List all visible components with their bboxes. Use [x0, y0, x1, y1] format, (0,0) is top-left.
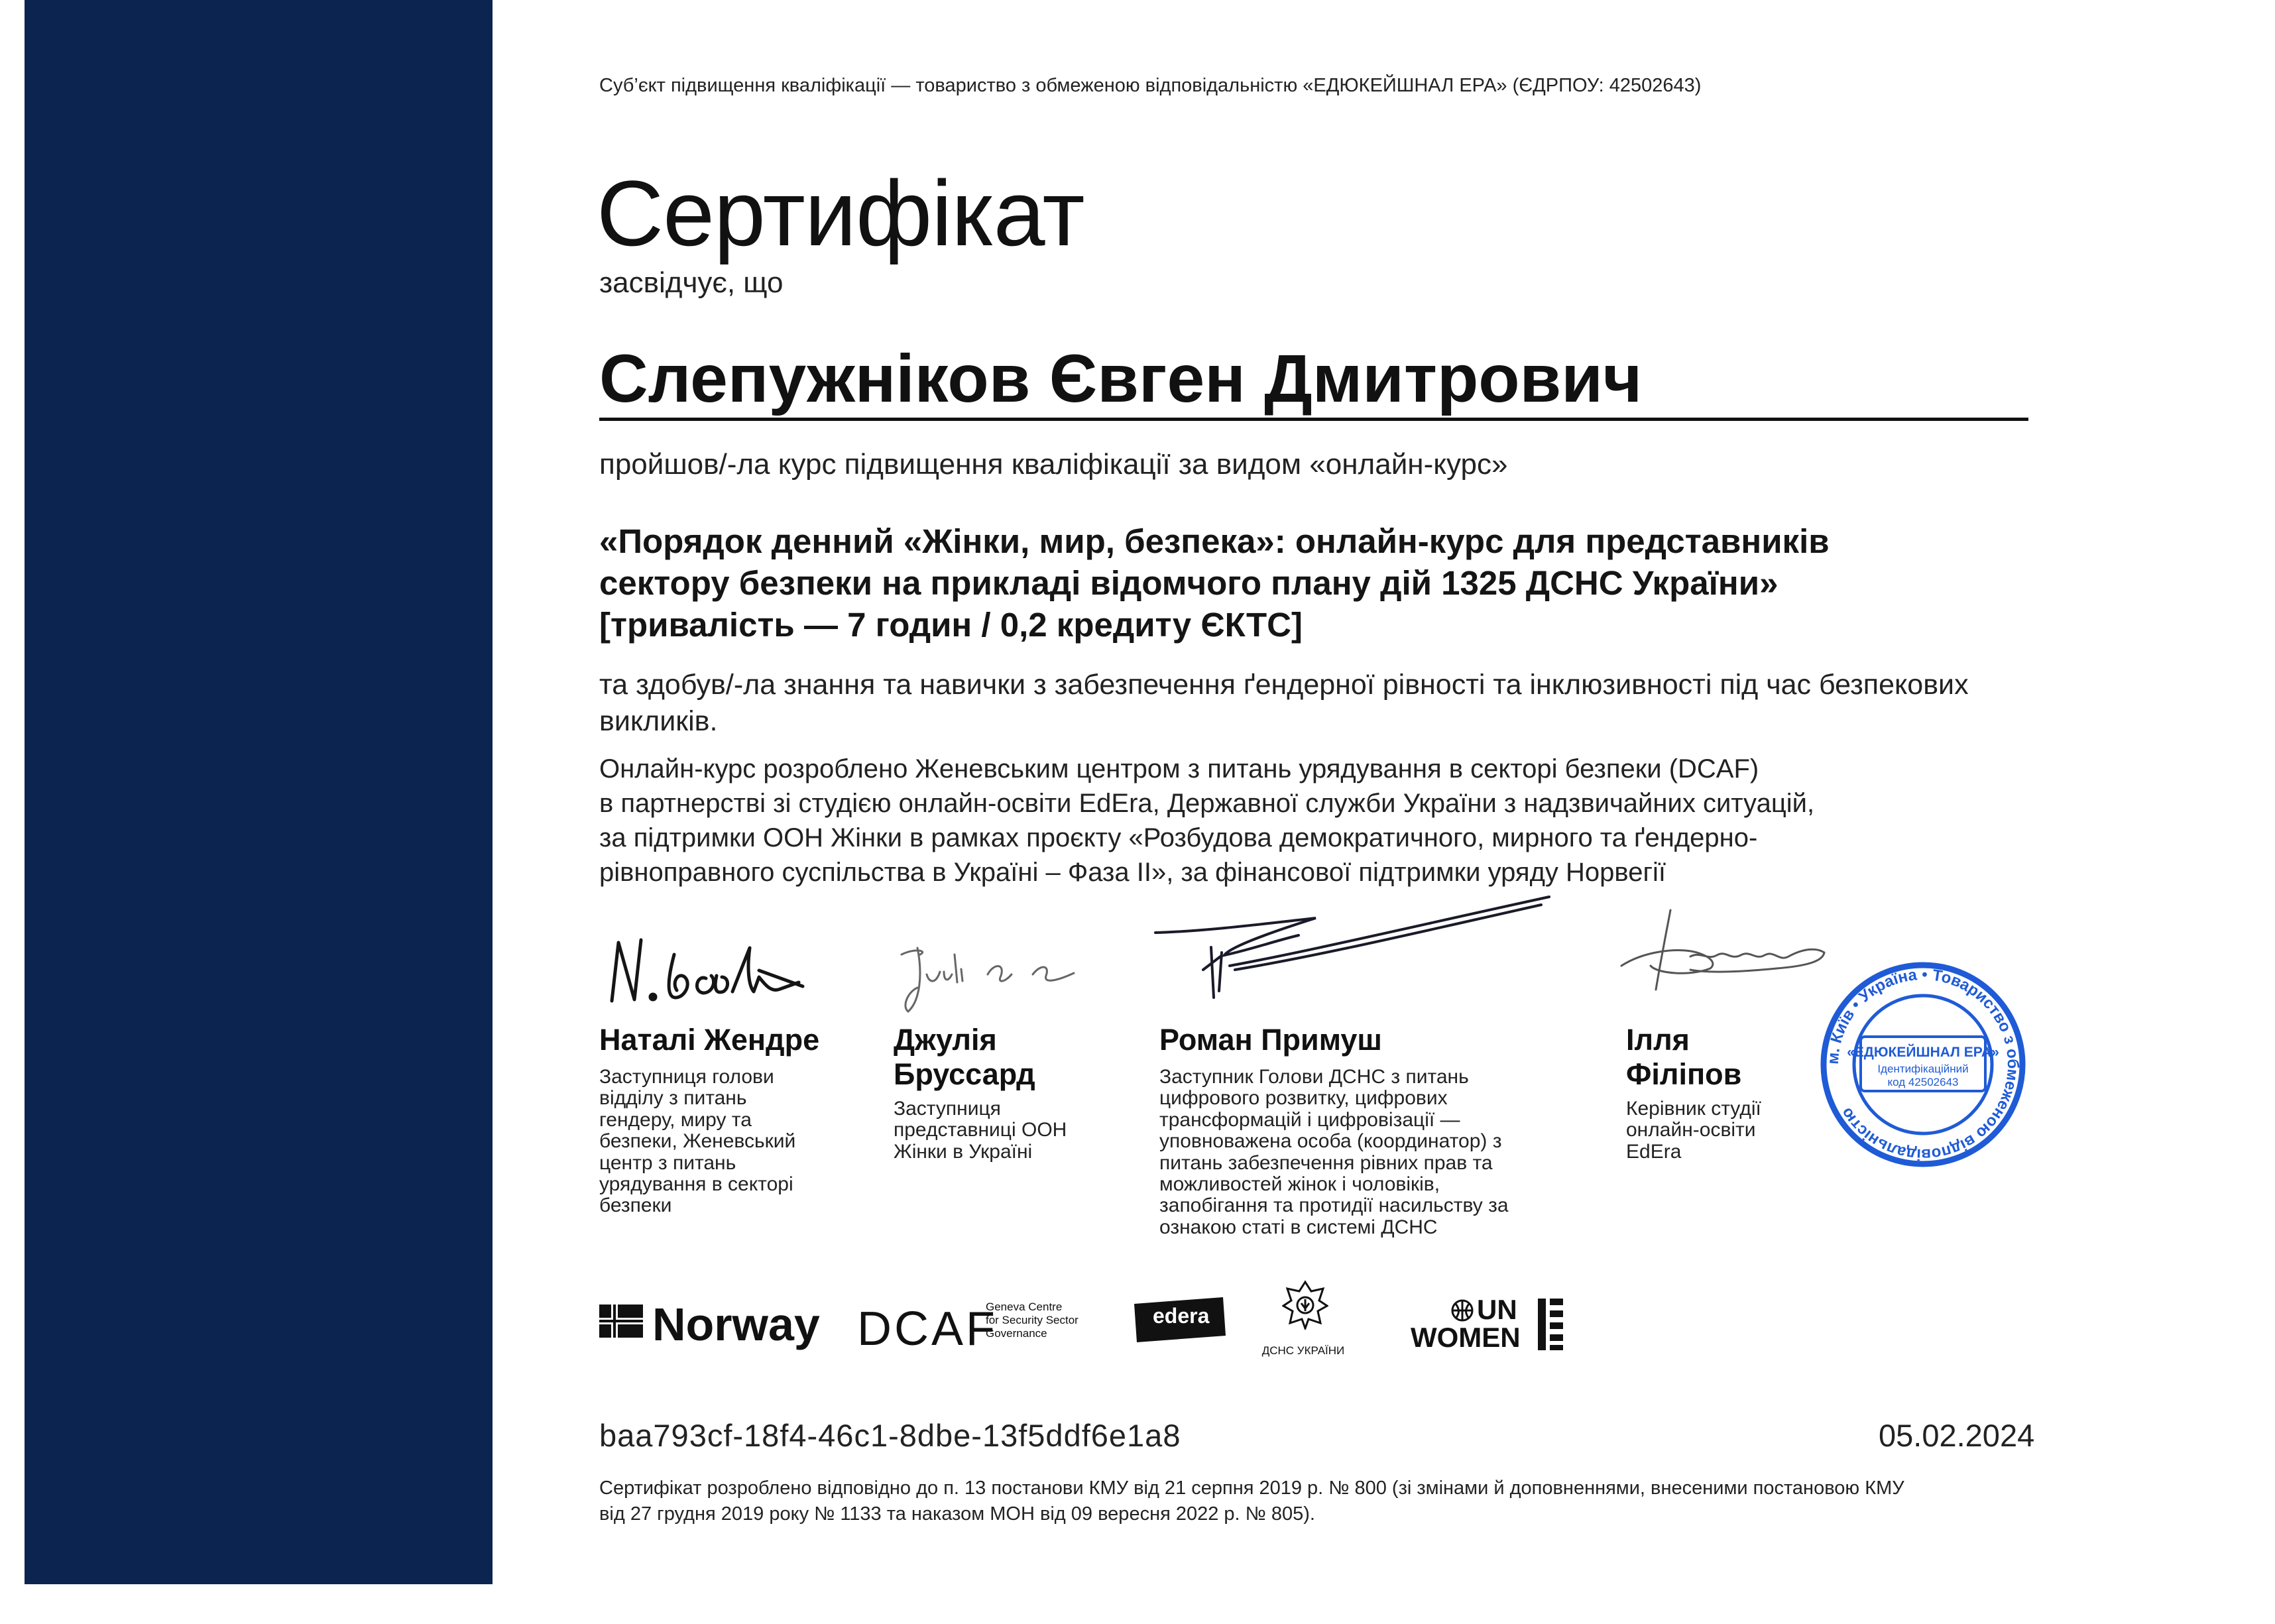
dcaf-logo: [857, 1298, 1109, 1358]
legal-note-line: від 27 грудня 2019 року № 1133 та наказом МОН від 09 вересня 2022 р. № 805).: [599, 1503, 1315, 1525]
signatory-role: Заступниця голови відділу з питань гендеру, миру та безпеки, Женевський центр з питань урядування в секторі безпеки: [599, 1066, 796, 1217]
norway-flag-icon: [599, 1305, 643, 1338]
company-stamp: [1820, 945, 2026, 1197]
sidebar-band: [25, 0, 493, 1584]
about-line: Онлайн-курс розроблено Женевським центром з питань урядування в секторі безпеки (DCAF): [599, 754, 1759, 783]
passed-text: пройшов/-ла курс підвищення кваліфікації за видом «онлайн-курс»: [599, 448, 1508, 481]
provider-note: Суб’єкт підвищення кваліфікації — товариство з обмеженою відповідальністю «ЕДЮКЕЙШНАЛ ЕРА» (ЄДРПОУ: 42502643): [599, 75, 1702, 96]
dsns-emblem-icon: [1282, 1279, 1328, 1330]
dcaf-caption-line: for Security Sector: [986, 1314, 1079, 1327]
dcaf-wordmark: DCAF: [857, 1303, 998, 1356]
course-title-line: «Порядок денний «Жінки, мир, безпека»: онлайн-курс для представників: [599, 522, 1830, 560]
edera-logo: [1130, 1296, 1227, 1344]
norway-logo: [599, 1298, 818, 1351]
stamp-company: «ЕДЮКЕЙШНАЛ ЕРА»: [1847, 1045, 1999, 1060]
dsns-logo: [1258, 1279, 1348, 1365]
recipient-name: Слепужніков Євген Дмитрович: [599, 341, 1643, 416]
signatory-name: Роман Примуш: [1159, 1023, 1382, 1057]
certificate-subtitle: засвідчує, що: [599, 266, 784, 299]
dcaf-caption-line: Governance: [986, 1327, 1047, 1340]
signature-broussard: [888, 928, 1087, 1021]
signature-prymush: [1150, 892, 1561, 1011]
legal-note: [599, 1476, 2077, 1527]
stamp-outer-text: м. Київ • Україна • Товариство з обмеженою відповідальністю: [1824, 965, 2022, 1164]
signature-gendre: [600, 928, 825, 1014]
dcaf-caption: [986, 1301, 1079, 1340]
dcaf-caption-line: Geneva Centre: [986, 1301, 1063, 1313]
unwomen-logo: [1411, 1296, 1583, 1356]
certificate-date: 05.02.2024: [1879, 1418, 2035, 1453]
edera-wordmark: edera: [1153, 1304, 1210, 1328]
course-title: [599, 520, 2058, 646]
signatory-name: Ілля Філіпов: [1626, 1023, 1742, 1092]
legal-note-line: Сертифікат розроблено відповідно до п. 13 постанови КМУ від 21 серпня 2019 р. № 800 (зі змінами й доповненнями, внесеними постановою КМУ: [599, 1478, 1904, 1499]
signatory-name: Наталі Жендре: [599, 1023, 820, 1057]
stamp-code: код 42502643: [1887, 1076, 1959, 1088]
skills-text: та здобув/-ла знання та навички з забезпечення ґендерної рівності та інклюзивності під час безпекових викликів.: [599, 669, 1969, 737]
course-duration: [тривалість — 7 годин / 0,2 кредиту ЄКТС]: [599, 606, 1303, 644]
unwomen-symbol-icon: [1538, 1299, 1564, 1352]
unwomen-un: UN: [1477, 1294, 1517, 1325]
signatory-name: Джулія Бруссард: [894, 1023, 1035, 1092]
certificate-title: Сертифікат: [597, 161, 1084, 265]
certificate-id: baa793cf-18f4-46c1-8dbe-13f5ddf6e1a8: [599, 1418, 1181, 1453]
course-title-line: сектору безпеки на прикладі відомчого плану дій 1325 ДСНС України»: [599, 564, 1779, 603]
signatory-role: Заступник Голови ДСНС з питань цифрового розвитку, цифрових трансформацій і цифровізації — уповноважена особа (координатор) з питань забезпечення рівних прав та можливостей жінок і чоловіків, запобігання та протидії насильству за ознакою статі в системі ДСНС: [1159, 1066, 1509, 1238]
stamp-label: Ідентифікаційний: [1877, 1063, 1969, 1075]
signatory-role: Керівник студії онлайн-освіти EdEra: [1626, 1098, 1761, 1163]
un-globe-icon: [1449, 1299, 1476, 1322]
recipient-underline: [599, 418, 2028, 421]
about-line: за підтримки ООН Жінки в рамках проєкту «Розбудова демократичного, мирного та ґендерно-: [599, 823, 1758, 852]
dsns-caption: ДСНС УКРАЇНИ: [1261, 1344, 1345, 1357]
about-line: в партнерстві зі студією онлайн-освіти EdEra, Державної служби України з надзвичайних ситуацій,: [599, 789, 1815, 818]
about-line: рівноправного суспільства в Україні – Фаза ІІ», за фінансової підтримки уряду Норвегії: [599, 858, 1666, 887]
course-about: [599, 752, 2058, 890]
signature-filipov: [1617, 905, 1830, 998]
norway-wordmark: Norway: [652, 1299, 820, 1350]
signatory-role: Заступниця представниці ООН Жінки в Україні: [894, 1098, 1067, 1163]
unwomen-women: WOMEN: [1411, 1322, 1521, 1353]
